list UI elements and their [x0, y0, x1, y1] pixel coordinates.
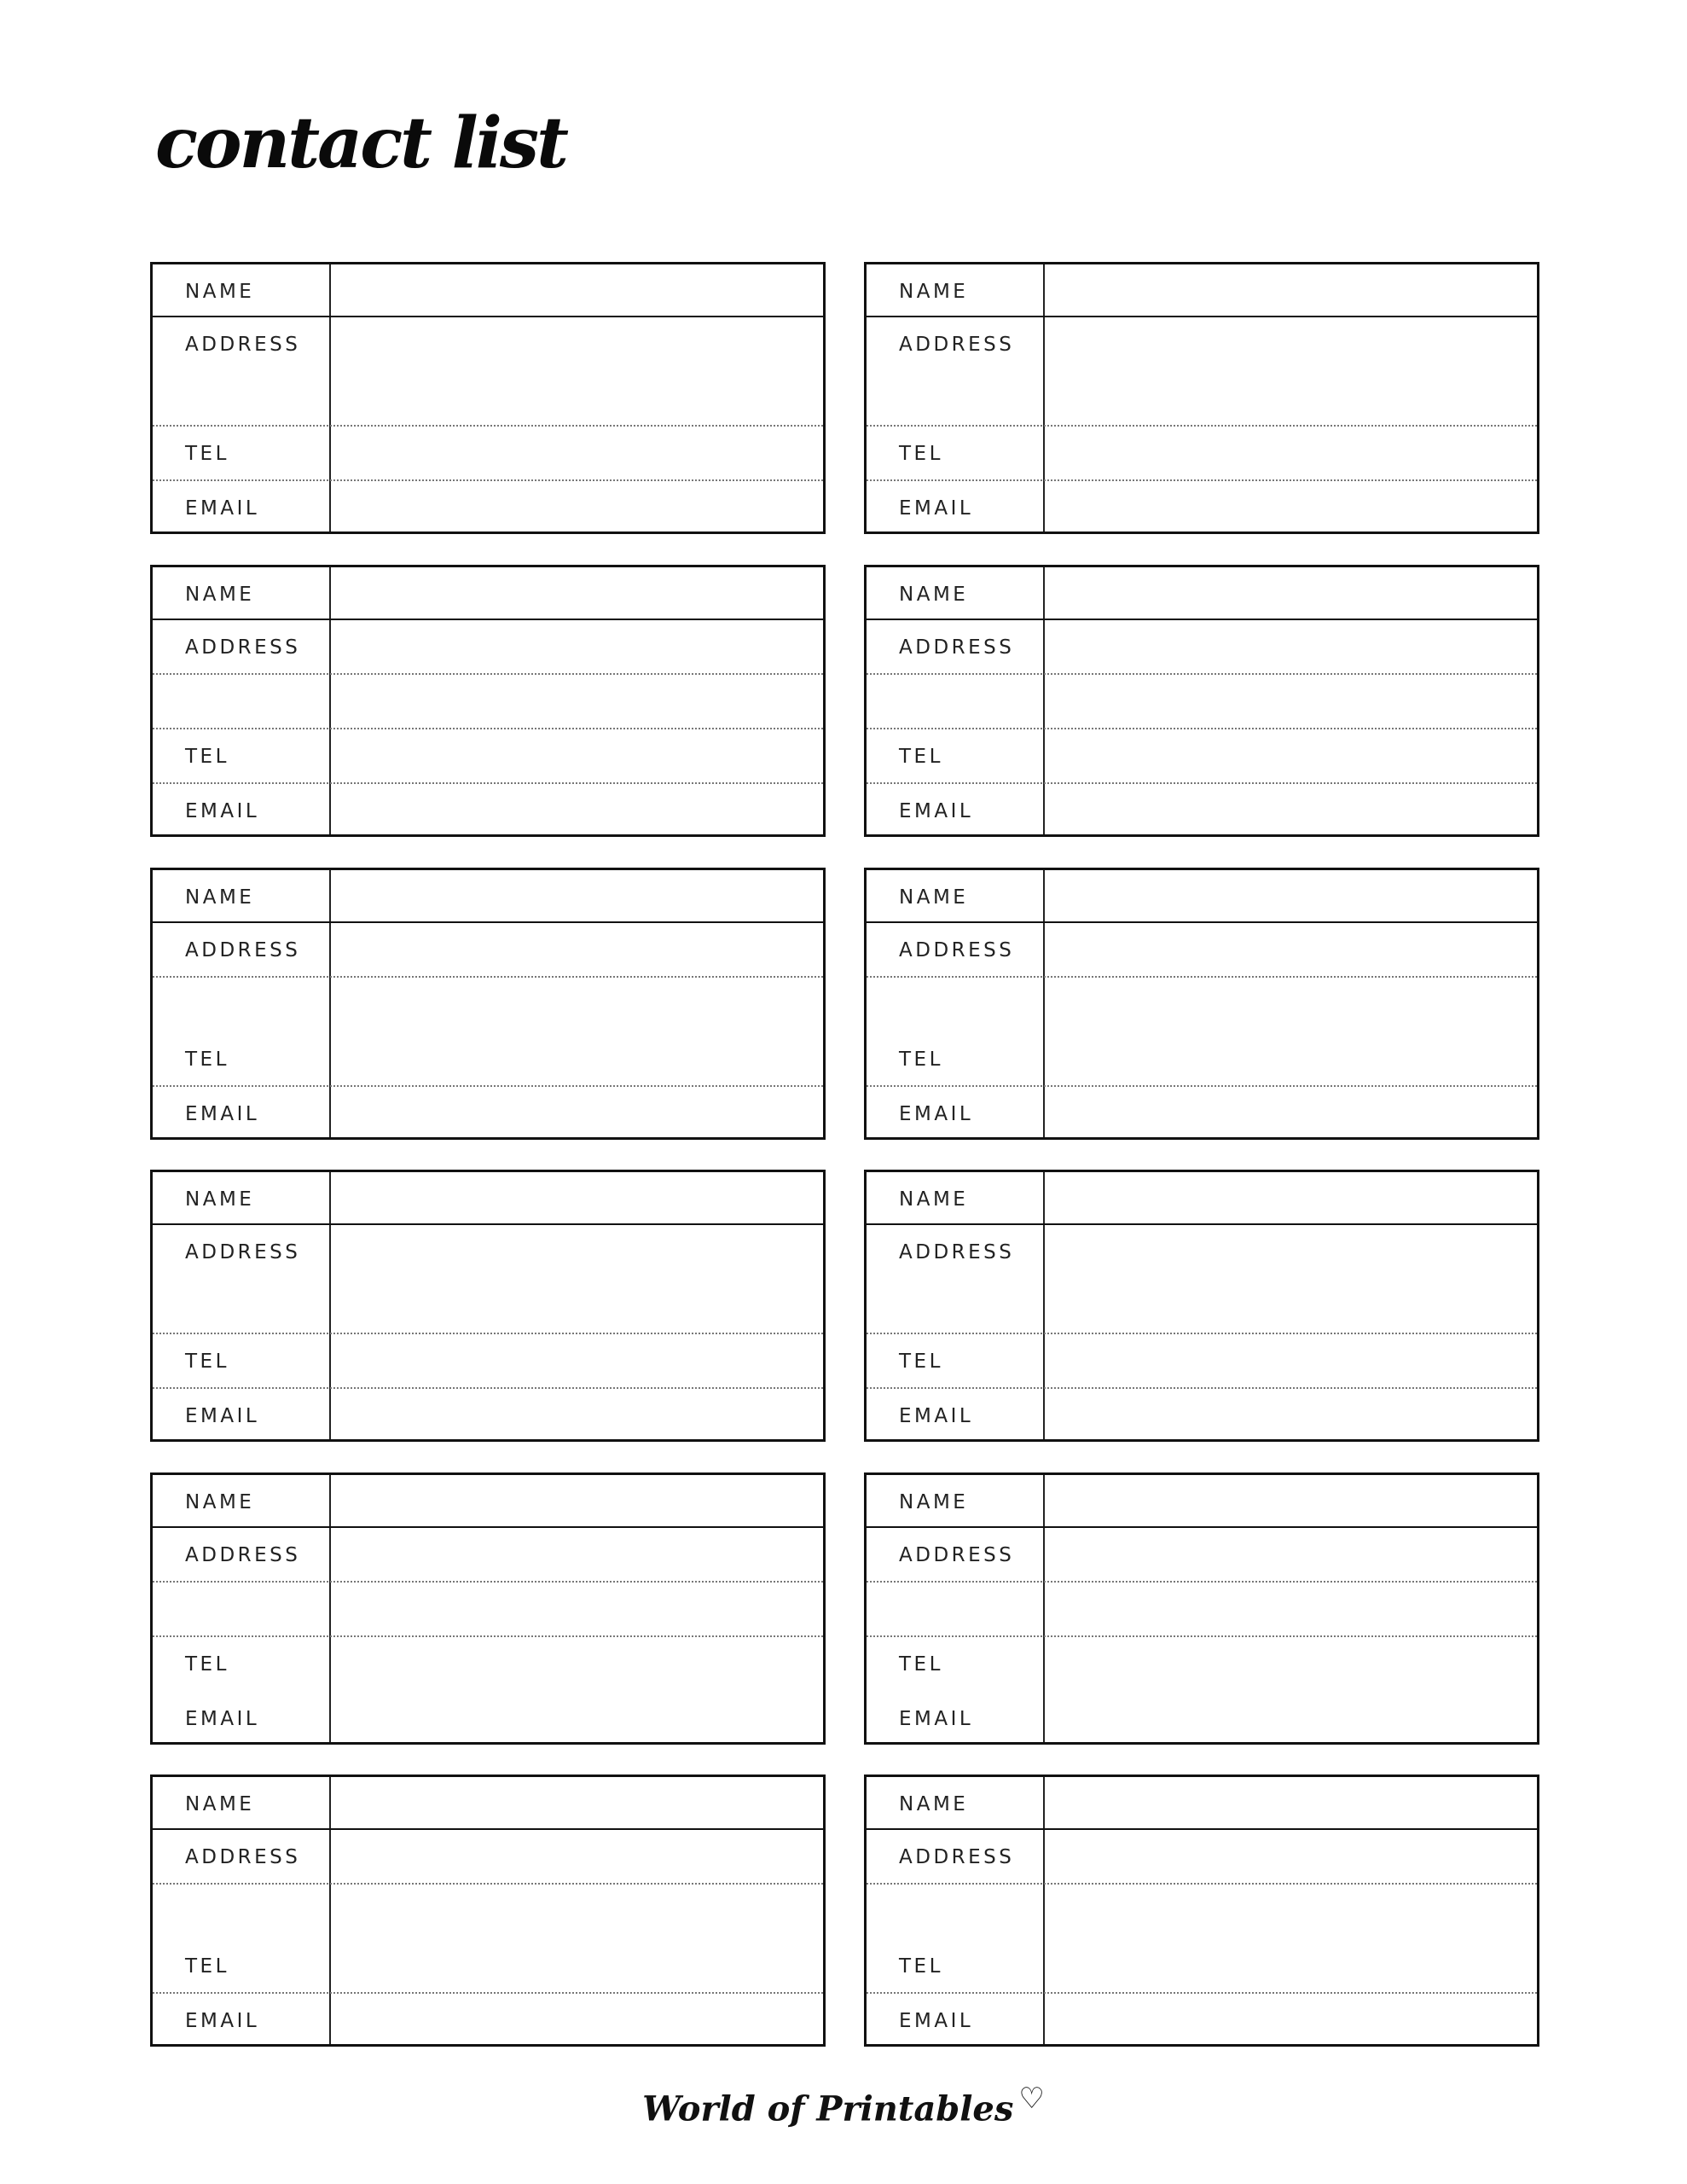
tel-label: TEL	[185, 443, 229, 465]
brand-name: World of Printables	[642, 2088, 1014, 2129]
email-row[interactable]	[867, 784, 1537, 839]
solid-divider	[867, 619, 1537, 620]
name-row[interactable]	[153, 264, 823, 319]
address-row[interactable]	[867, 1528, 1537, 1583]
tel-row[interactable]	[153, 1637, 823, 1692]
contact-card	[864, 262, 1539, 534]
dotted-divider	[153, 425, 823, 427]
tel-row[interactable]	[867, 729, 1537, 784]
name-row[interactable]	[153, 870, 823, 925]
solid-divider	[867, 1526, 1537, 1528]
dotted-divider	[153, 673, 823, 675]
email-label: EMAIL	[899, 800, 974, 822]
address-label: ADDRESS	[185, 1846, 301, 1868]
address-label: ADDRESS	[899, 1241, 1015, 1263]
solid-divider	[867, 921, 1537, 923]
email-row[interactable]	[867, 481, 1537, 536]
name-row[interactable]	[867, 1777, 1537, 1832]
solid-divider	[153, 921, 823, 923]
tel-label: TEL	[185, 1048, 229, 1071]
address-label: ADDRESS	[899, 1846, 1015, 1868]
address-row[interactable]	[867, 317, 1537, 372]
dotted-divider	[867, 1883, 1537, 1885]
name-row[interactable]	[867, 1475, 1537, 1530]
address-row[interactable]	[153, 1528, 823, 1583]
address-extra-row[interactable]	[867, 978, 1537, 1032]
dotted-divider	[153, 479, 823, 481]
contact-card	[150, 565, 826, 837]
tel-label: TEL	[899, 1048, 943, 1071]
dotted-divider	[867, 1581, 1537, 1583]
tel-label: TEL	[899, 1350, 943, 1373]
address-label: ADDRESS	[185, 334, 301, 356]
address-row[interactable]	[153, 317, 823, 372]
solid-divider	[867, 1828, 1537, 1830]
email-row[interactable]	[867, 1389, 1537, 1443]
contact-card	[150, 868, 826, 1140]
address-label: ADDRESS	[899, 939, 1015, 961]
address-row[interactable]	[867, 1830, 1537, 1885]
name-label: NAME	[899, 281, 969, 303]
contact-card	[864, 565, 1539, 837]
dotted-divider	[867, 479, 1537, 481]
tel-label: TEL	[185, 746, 229, 768]
tel-row[interactable]	[153, 729, 823, 784]
address-extra-row[interactable]	[867, 1280, 1537, 1334]
email-row[interactable]	[867, 1994, 1537, 2048]
contact-card	[864, 868, 1539, 1140]
name-label: NAME	[185, 584, 255, 606]
dotted-divider	[867, 1085, 1537, 1087]
email-label: EMAIL	[899, 1708, 974, 1730]
address-label: ADDRESS	[899, 334, 1015, 356]
solid-divider	[153, 316, 823, 317]
tel-row[interactable]	[153, 1032, 823, 1087]
solid-divider	[153, 1223, 823, 1225]
email-row[interactable]	[153, 1994, 823, 2048]
name-row[interactable]	[153, 1475, 823, 1530]
tel-label: TEL	[899, 443, 943, 465]
email-label: EMAIL	[185, 800, 260, 822]
dotted-divider	[153, 976, 823, 978]
address-row[interactable]	[153, 1830, 823, 1885]
tel-label: TEL	[185, 1955, 229, 1978]
address-extra-row[interactable]	[867, 372, 1537, 427]
solid-divider	[867, 316, 1537, 317]
dotted-divider	[867, 425, 1537, 427]
contact-card	[150, 1472, 826, 1745]
name-label: NAME	[185, 281, 255, 303]
address-label: ADDRESS	[899, 636, 1015, 659]
address-extra-row[interactable]	[153, 372, 823, 427]
solid-divider	[867, 1223, 1537, 1225]
email-row[interactable]	[153, 1087, 823, 1141]
email-label: EMAIL	[185, 1405, 260, 1427]
dotted-divider	[153, 782, 823, 784]
tel-row[interactable]	[867, 427, 1537, 481]
tel-label: TEL	[899, 1955, 943, 1978]
email-label: EMAIL	[899, 1405, 974, 1427]
dotted-divider	[153, 1333, 823, 1334]
dotted-divider	[867, 1635, 1537, 1637]
email-row[interactable]	[153, 1692, 823, 1746]
tel-label: TEL	[185, 1653, 229, 1676]
email-row[interactable]	[153, 784, 823, 839]
email-label: EMAIL	[185, 497, 260, 520]
address-row[interactable]	[153, 1225, 823, 1280]
email-label: EMAIL	[899, 1103, 974, 1125]
name-label: NAME	[185, 1188, 255, 1211]
tel-row[interactable]	[153, 1334, 823, 1389]
dotted-divider	[867, 1992, 1537, 1994]
dotted-divider	[153, 1883, 823, 1885]
contact-card	[150, 1774, 826, 2047]
name-label: NAME	[185, 886, 255, 909]
email-row[interactable]	[867, 1087, 1537, 1141]
address-extra-row[interactable]	[153, 1280, 823, 1334]
solid-divider	[153, 1828, 823, 1830]
tel-row[interactable]	[153, 1939, 823, 1994]
name-row[interactable]	[867, 870, 1537, 925]
dotted-divider	[153, 728, 823, 729]
solid-divider	[153, 1526, 823, 1528]
address-row[interactable]	[153, 620, 823, 675]
address-label: ADDRESS	[185, 636, 301, 659]
name-row[interactable]	[867, 567, 1537, 622]
name-row[interactable]	[153, 567, 823, 622]
dotted-divider	[867, 1387, 1537, 1389]
name-label: NAME	[899, 1188, 969, 1211]
address-label: ADDRESS	[185, 1544, 301, 1566]
dotted-divider	[153, 1387, 823, 1389]
email-label: EMAIL	[185, 1708, 260, 1730]
name-label: NAME	[185, 1793, 255, 1815]
tel-label: TEL	[899, 1653, 943, 1676]
contact-card	[150, 262, 826, 534]
name-row[interactable]	[867, 1172, 1537, 1227]
contact-card	[864, 1774, 1539, 2047]
address-label: ADDRESS	[185, 939, 301, 961]
heart-icon: ♡	[1018, 2082, 1045, 2116]
contact-card	[864, 1170, 1539, 1442]
contact-card	[150, 1170, 826, 1442]
name-label: NAME	[899, 584, 969, 606]
name-row[interactable]	[153, 1172, 823, 1227]
dotted-divider	[867, 673, 1537, 675]
email-label: EMAIL	[899, 497, 974, 520]
tel-row[interactable]	[867, 1637, 1537, 1692]
address-extra-row[interactable]	[153, 978, 823, 1032]
address-row[interactable]	[867, 1225, 1537, 1280]
brand-logo	[0, 2082, 1687, 2129]
tel-label: TEL	[185, 1350, 229, 1373]
address-extra-row[interactable]	[153, 1583, 823, 1637]
address-row[interactable]	[153, 923, 823, 978]
tel-label: TEL	[899, 746, 943, 768]
solid-divider	[153, 619, 823, 620]
name-row[interactable]	[153, 1777, 823, 1832]
name-label: NAME	[899, 1491, 969, 1513]
address-extra-row[interactable]	[867, 1885, 1537, 1939]
email-row[interactable]	[153, 1389, 823, 1443]
dotted-divider	[153, 1635, 823, 1637]
name-row[interactable]	[867, 264, 1537, 319]
dotted-divider	[867, 782, 1537, 784]
tel-row[interactable]	[867, 1334, 1537, 1389]
address-row[interactable]	[867, 620, 1537, 675]
tel-row[interactable]	[153, 427, 823, 481]
address-label: ADDRESS	[899, 1544, 1015, 1566]
address-row[interactable]	[867, 923, 1537, 978]
address-extra-row[interactable]	[153, 1885, 823, 1939]
email-label: EMAIL	[185, 1103, 260, 1125]
contact-card	[864, 1472, 1539, 1745]
name-label: NAME	[899, 1793, 969, 1815]
email-label: EMAIL	[899, 2010, 974, 2032]
dotted-divider	[867, 728, 1537, 729]
tel-row[interactable]	[867, 1032, 1537, 1087]
email-label: EMAIL	[185, 2010, 260, 2032]
dotted-divider	[867, 1333, 1537, 1334]
name-label: NAME	[899, 886, 969, 909]
email-row[interactable]	[867, 1692, 1537, 1746]
address-extra-row[interactable]	[867, 1583, 1537, 1637]
dotted-divider	[153, 1085, 823, 1087]
email-row[interactable]	[153, 481, 823, 536]
tel-row[interactable]	[867, 1939, 1537, 1994]
name-label: NAME	[185, 1491, 255, 1513]
dotted-divider	[153, 1992, 823, 1994]
page-title: contact list	[155, 102, 566, 184]
address-extra-row[interactable]	[867, 675, 1537, 729]
dotted-divider	[867, 976, 1537, 978]
dotted-divider	[153, 1581, 823, 1583]
address-extra-row[interactable]	[153, 675, 823, 729]
address-label: ADDRESS	[185, 1241, 301, 1263]
